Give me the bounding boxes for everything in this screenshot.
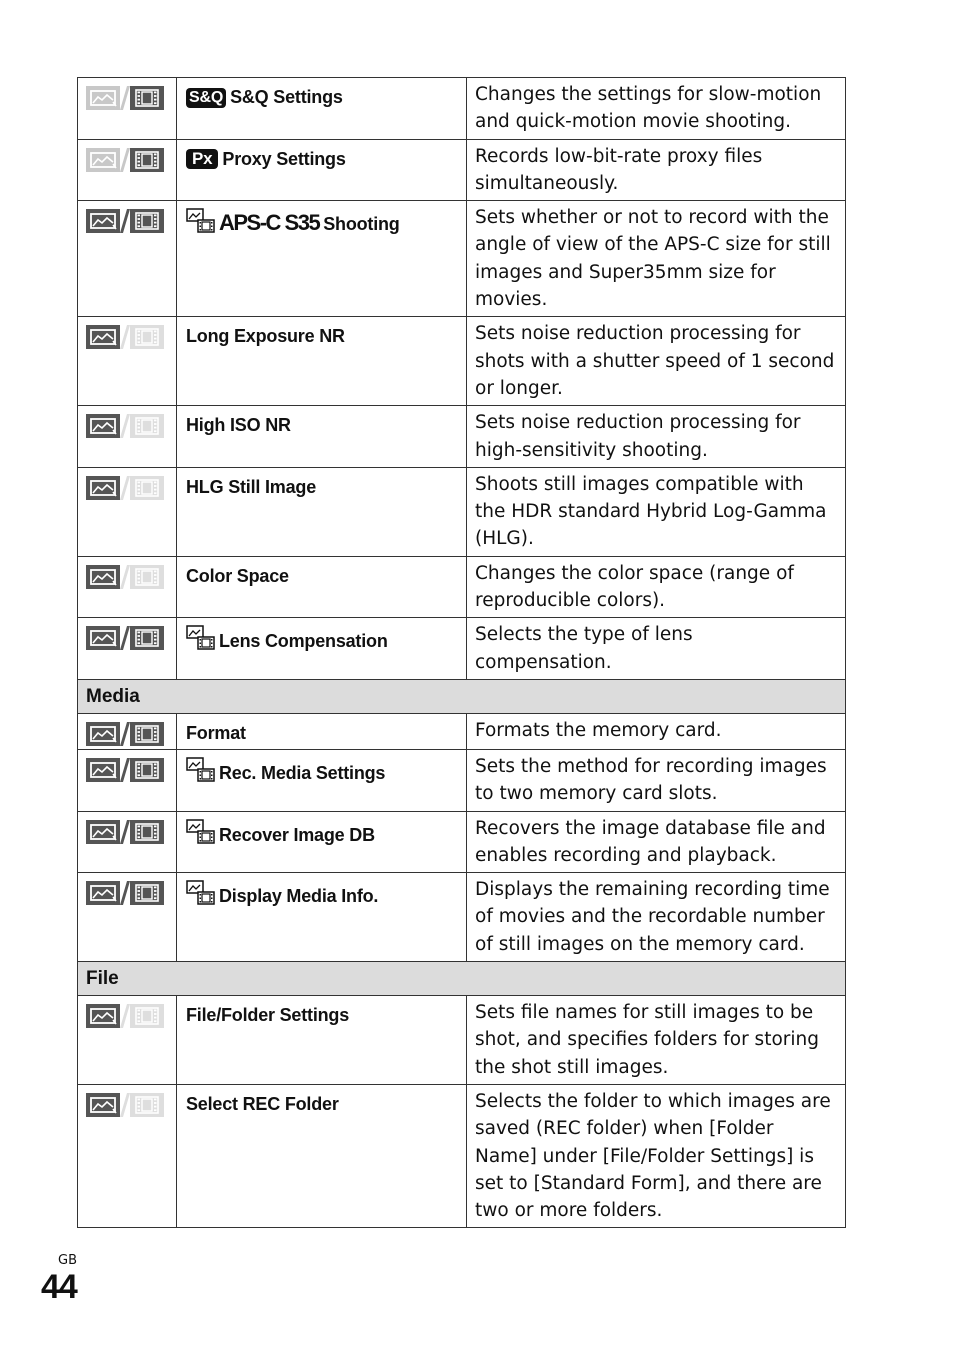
menu-item-name-cell	[177, 467, 467, 556]
menu-item-name-cell	[177, 139, 467, 201]
menu-item-description: Sets file names for still images to be shot, and specifies folders for storing the shot still images.	[467, 996, 846, 1085]
movie-mode-icon	[130, 414, 164, 438]
still-mode-icon	[86, 209, 120, 233]
menu-item-name: Rec. Media Settings	[219, 762, 386, 783]
menu-item-name-cell	[177, 749, 467, 811]
menu-item-name: Shooting	[323, 214, 400, 235]
slash-divider-icon	[120, 148, 130, 172]
menu-item-name: File/Folder Settings	[186, 1005, 350, 1026]
menu-item-name-cell	[177, 811, 467, 873]
table-row	[78, 713, 846, 749]
menu-item-description: Records low-bit-rate proxy files simultaneously.	[467, 139, 846, 201]
menu-table-body	[78, 78, 846, 1228]
movie-mode-icon	[130, 209, 164, 233]
menu-item-name: Proxy Settings	[222, 148, 346, 169]
still-mode-icon	[86, 476, 120, 500]
menu-item-description: Recovers the image database file and enables recording and playback.	[467, 811, 846, 873]
menu-item-description: Displays the remaining recording time of movies and the recordable number of still images on the memory card.	[467, 873, 846, 962]
menu-item-name: HLG Still Image	[186, 476, 317, 497]
mode-icons-cell	[78, 406, 177, 468]
movie-mode-icon	[130, 1093, 164, 1117]
slash-divider-icon	[120, 722, 130, 746]
mode-icons-cell	[78, 873, 177, 962]
still-mode-icon	[86, 820, 120, 844]
slash-divider-icon	[120, 881, 130, 905]
menu-item-name: Format	[186, 722, 246, 743]
section-header: File	[78, 962, 846, 996]
table-row	[78, 201, 846, 317]
table-row	[78, 556, 846, 618]
section-header-row	[78, 679, 846, 713]
menu-item-description: Selects the type of lens compensation.	[467, 618, 846, 680]
menu-item-name: Recover Image DB	[219, 824, 375, 845]
mode-icons-cell	[78, 713, 177, 749]
menu-item-name-cell	[177, 873, 467, 962]
menu-item-description: Selects the folder to which images are saved (REC folder) when [Folder Name] under [File/Folder Settings] is set to [Standard Form], and there are two or more folders.	[467, 1084, 846, 1227]
menu-item-name-cell	[177, 1084, 467, 1227]
slow-quick-badge-icon: S&Q	[186, 88, 226, 108]
still-mode-icon	[86, 881, 120, 905]
table-row	[78, 1084, 846, 1227]
mode-icons-cell	[78, 78, 177, 140]
still-mode-icon	[86, 325, 120, 349]
table-row	[78, 78, 846, 140]
menu-item-name-cell	[177, 201, 467, 317]
mode-icons-cell	[78, 996, 177, 1085]
movie-mode-icon	[130, 86, 164, 110]
still-mode-icon	[86, 414, 120, 438]
movie-mode-icon	[130, 325, 164, 349]
table-row	[78, 317, 846, 406]
slash-divider-icon	[120, 209, 130, 233]
movie-mode-icon	[130, 758, 164, 782]
still-movie-icon	[186, 757, 216, 789]
menu-item-name-cell	[177, 618, 467, 680]
table-row	[78, 618, 846, 680]
menu-item-description: Formats the memory card.	[467, 713, 846, 749]
mode-icons-cell	[78, 1084, 177, 1227]
still-movie-icon	[186, 208, 216, 240]
slash-divider-icon	[120, 476, 130, 500]
still-movie-icon	[186, 819, 216, 851]
movie-mode-icon	[130, 820, 164, 844]
still-mode-icon	[86, 148, 120, 172]
table-row	[78, 139, 846, 201]
slash-divider-icon	[120, 325, 130, 349]
slash-divider-icon	[120, 86, 130, 110]
slash-divider-icon	[120, 626, 130, 650]
menu-item-description: Changes the settings for slow-motion and quick-motion movie shooting.	[467, 78, 846, 140]
menu-item-name: Color Space	[186, 565, 289, 586]
menu-item-name: Select REC Folder	[186, 1093, 339, 1114]
slash-divider-icon	[120, 565, 130, 589]
menu-item-name-cell	[177, 996, 467, 1085]
page-region-label: GB	[58, 1253, 77, 1268]
table-row	[78, 749, 846, 811]
mode-icons-cell	[78, 317, 177, 406]
menu-item-name-cell	[177, 317, 467, 406]
still-mode-icon	[86, 1004, 120, 1028]
menu-item-name-cell	[177, 556, 467, 618]
page-number: 44	[41, 1268, 77, 1306]
movie-mode-icon	[130, 148, 164, 172]
menu-item-name: Long Exposure NR	[186, 326, 345, 347]
movie-mode-icon	[130, 565, 164, 589]
mode-icons-cell	[78, 749, 177, 811]
mode-icons-cell	[78, 811, 177, 873]
slash-divider-icon	[120, 758, 130, 782]
mode-icons-cell	[78, 467, 177, 556]
movie-mode-icon	[130, 722, 164, 746]
still-mode-icon	[86, 758, 120, 782]
proxy-badge-icon: Px	[186, 149, 218, 169]
still-mode-icon	[86, 565, 120, 589]
table-row	[78, 467, 846, 556]
table-row	[78, 406, 846, 468]
menu-item-name: Lens Compensation	[219, 631, 388, 652]
slash-divider-icon	[120, 820, 130, 844]
movie-mode-icon	[130, 1004, 164, 1028]
menu-item-name: Display Media Info.	[219, 886, 379, 907]
movie-mode-icon	[130, 626, 164, 650]
still-movie-icon	[186, 625, 216, 657]
menu-item-description: Changes the color space (range of reproducible colors).	[467, 556, 846, 618]
still-mode-icon	[86, 1093, 120, 1117]
menu-item-description: Sets the method for recording images to two memory card slots.	[467, 749, 846, 811]
mode-icons-cell	[78, 201, 177, 317]
still-movie-icon	[186, 880, 216, 912]
slash-divider-icon	[120, 1004, 130, 1028]
section-header-row	[78, 962, 846, 996]
section-header: Media	[78, 679, 846, 713]
still-mode-icon	[86, 722, 120, 746]
menu-item-description: Sets whether or not to record with the angle of view of the APS-C size for still images and Super35mm size for movies.	[467, 201, 846, 317]
aps-c-s35-label: APS-C S35	[219, 210, 320, 236]
menu-item-description: Shoots still images compatible with the HDR standard Hybrid Log-Gamma (HLG).	[467, 467, 846, 556]
slash-divider-icon	[120, 1093, 130, 1117]
movie-mode-icon	[130, 881, 164, 905]
table-row	[78, 873, 846, 962]
table-row	[78, 996, 846, 1085]
menu-table	[77, 77, 846, 1228]
mode-icons-cell	[78, 139, 177, 201]
mode-icons-cell	[78, 556, 177, 618]
mode-icons-cell	[78, 618, 177, 680]
menu-item-name: High ISO NR	[186, 415, 291, 436]
still-mode-icon	[86, 86, 120, 110]
menu-item-name-cell	[177, 713, 467, 749]
slash-divider-icon	[120, 414, 130, 438]
menu-item-description: Sets noise reduction processing for high-sensitivity shooting.	[467, 406, 846, 468]
table-row	[78, 811, 846, 873]
movie-mode-icon	[130, 476, 164, 500]
menu-item-name-cell	[177, 406, 467, 468]
menu-item-name-cell	[177, 78, 467, 140]
still-mode-icon	[86, 626, 120, 650]
menu-item-description: Sets noise reduction processing for shots with a shutter speed of 1 second or longer.	[467, 317, 846, 406]
menu-item-name: S&Q Settings	[230, 87, 343, 107]
